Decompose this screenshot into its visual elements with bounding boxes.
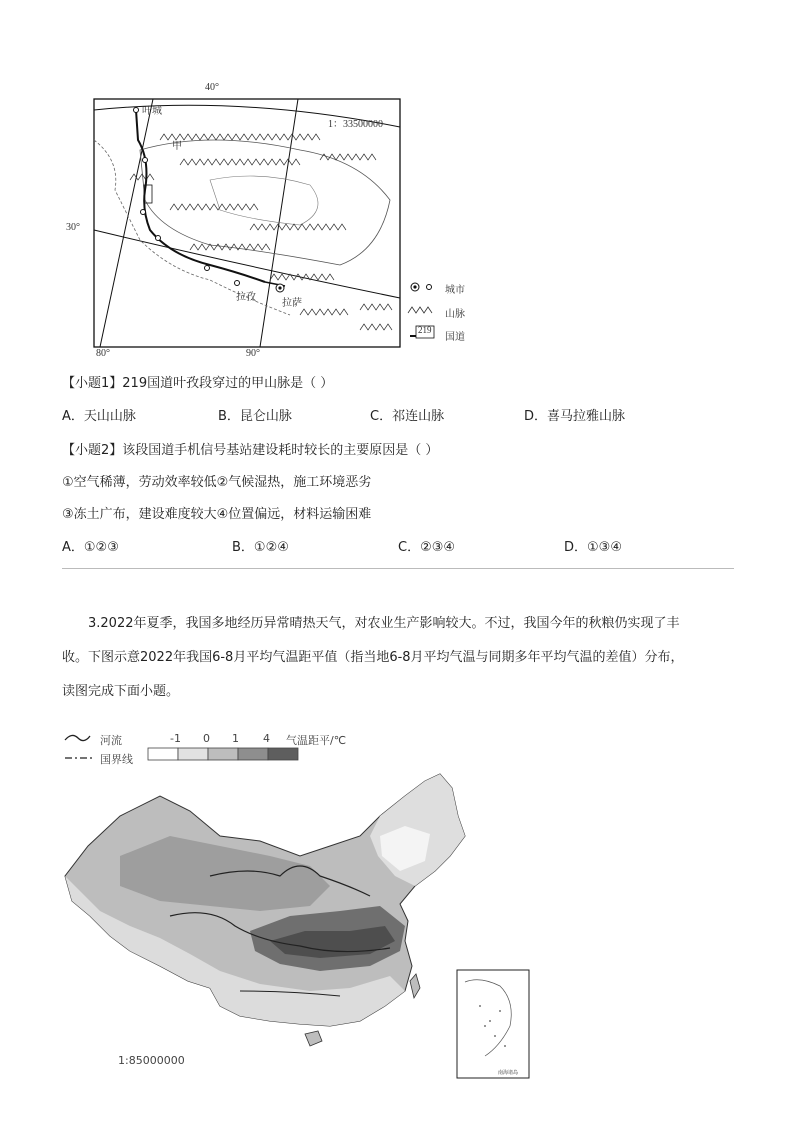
temperature-anomaly-map [60, 726, 540, 1086]
question-3-intro-line1: 3.2022年夏季，我国多地经历异常晴热天气，对农业生产影响较大。不过，我国今年的秋粮仍实现了丰 [88, 616, 680, 631]
legend-tick-minus1: -1 [170, 732, 181, 745]
legend-border-label: 国界线 [100, 753, 133, 766]
legend-mountain-label: 山脉 [445, 309, 465, 320]
city-yecheng-label: 叶城 [142, 106, 162, 117]
question-2-statements-2: ③冻土广布，建设难度较大④位置偏远，材料运输困难 [62, 507, 372, 522]
city-lazi-label: 拉孜 [236, 292, 256, 303]
q2-option-a[interactable]: A．①②③ [62, 540, 119, 555]
question-2-stem: 【小题2】该段国道手机信号基站建设耗时较长的主要原因是（ ） [62, 443, 439, 458]
legend-city-label: 城市 [445, 285, 465, 296]
temperature-anomaly-map-svg [60, 726, 540, 1086]
question-2-statements-1: ①空气稀薄，劳动效率较低②气候湿热，施工环境恶劣 [62, 475, 372, 490]
tibet-road-map-svg [60, 80, 480, 360]
q1-option-b[interactable]: B．昆仑山脉 [218, 409, 292, 424]
legend-river-label: 河流 [100, 734, 122, 747]
inset-south-china-sea-label: 南海诸岛 [498, 1070, 519, 1076]
map2-scale: 1:85000000 [118, 1054, 185, 1067]
legend-tick-1: 1 [232, 732, 239, 745]
tibet-road-map [60, 80, 480, 360]
section-divider [62, 568, 734, 569]
map-scale: 1：33500000 [328, 119, 383, 130]
q2-option-d[interactable]: D．①③④ [564, 540, 622, 555]
question-1-stem: 【小题1】219国道叶孜段穿过的甲山脉是（ ） [62, 376, 334, 391]
longitude-90-label: 90° [246, 348, 260, 359]
longitude-80-label: 80° [96, 348, 110, 359]
q1-option-c[interactable]: C．祁连山脉 [370, 409, 445, 424]
city-lasa-label: 拉萨 [282, 298, 302, 309]
question-3-intro-line3: 读图完成下面小题。 [62, 684, 180, 699]
mountain-jia-label: 甲 [172, 141, 182, 152]
legend-tick-4: 4 [263, 732, 270, 745]
latitude-30-label: 30° [66, 222, 80, 233]
q2-option-c[interactable]: C．②③④ [398, 540, 456, 555]
legend-title: 气温距平/℃ [286, 734, 347, 747]
legend-tick-0: 0 [203, 732, 210, 745]
legend-road-label: 国道 [445, 332, 465, 343]
latitude-40-label: 40° [205, 82, 219, 93]
question-3-intro-line2: 收。下图示意2022年我国6-8月平均气温距平值（指当地6-8月平均气温与同期多年平均气温的差值）分布， [62, 650, 684, 665]
legend-road-number: 219 [418, 325, 432, 335]
q2-option-b[interactable]: B．①②④ [232, 540, 289, 555]
q1-option-d[interactable]: D．喜马拉雅山脉 [524, 409, 626, 424]
q1-option-a[interactable]: A．天山山脉 [62, 409, 136, 424]
